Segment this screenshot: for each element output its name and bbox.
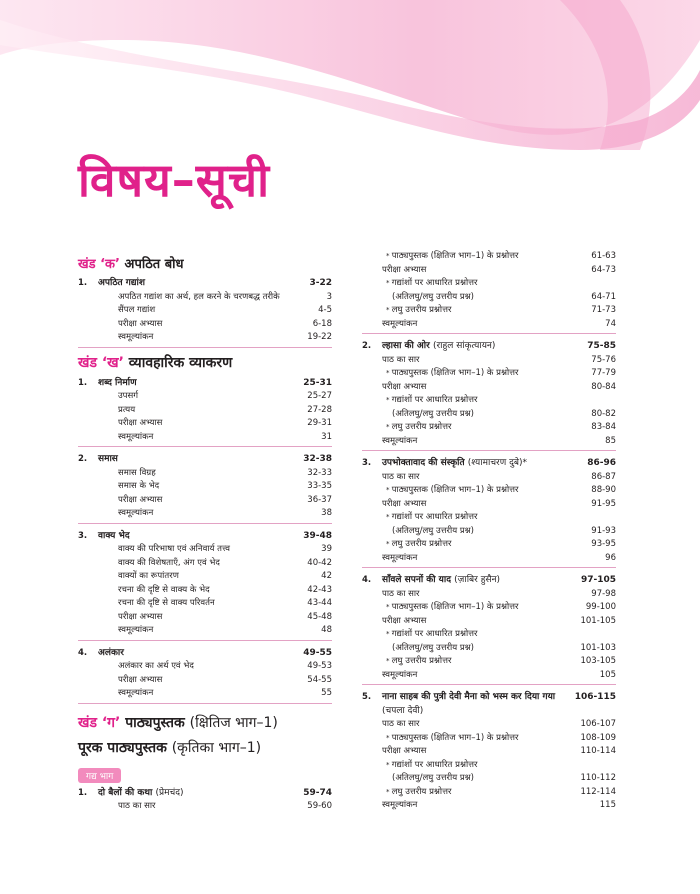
page-numbers: 86-87	[591, 471, 616, 482]
section-heading	[78, 354, 332, 373]
toc-entry	[362, 732, 616, 746]
toc-chapter	[78, 277, 332, 348]
toc-entry	[78, 404, 332, 418]
toc-chapter	[78, 530, 332, 641]
toc-entry	[362, 601, 616, 615]
chapter-title-row	[78, 787, 332, 801]
section-prefix: खंड ‘क’	[78, 257, 120, 272]
page-numbers: 106-107	[580, 719, 616, 729]
toc-entry	[78, 331, 332, 345]
page-numbers: 6-18	[312, 318, 332, 329]
toc-entry	[362, 498, 616, 512]
entry-label: पाठ का सार	[382, 354, 420, 365]
page-numbers: 97-98	[591, 588, 616, 599]
page-numbers: 27-28	[307, 404, 332, 415]
page-numbers: 45-48	[307, 611, 332, 622]
entry-label: * पाठ्यपुस्तक (क्षितिज भाग–1) के प्रश्नोत्तर	[382, 732, 580, 746]
entry-label: * पाठ्यपुस्तक (क्षितिज भाग–1) के प्रश्नोत्तर	[382, 484, 580, 498]
entry-label: उपसर्ग	[118, 391, 139, 401]
page-numbers: 71-73	[591, 305, 616, 315]
entry-label: * गद्यांशों पर आधारित प्रश्नोत्तर	[382, 277, 580, 291]
toc-entry	[362, 367, 616, 381]
page-numbers: 101-103	[580, 642, 616, 653]
chapter-title-row	[362, 457, 616, 471]
toc-entry	[78, 687, 332, 701]
entry-label: नाना साहब की पुत्री देवी मैना को भस्म कर दिया गया (चपला देवी)	[382, 692, 556, 716]
page-numbers: 4-5	[318, 305, 332, 315]
entry-label: अपठित गद्यांश का अर्थ, हल करने के चरणबद्ध तरीके	[118, 291, 280, 302]
page-numbers: 105	[599, 669, 616, 680]
toc-entry	[362, 642, 616, 656]
toc-left-column	[78, 250, 332, 822]
toc-entry	[78, 570, 332, 584]
chapter-number: 1.	[78, 787, 88, 798]
page-numbers: 101-105	[580, 615, 616, 626]
entry-label: परीक्षा अभ्यास	[118, 494, 163, 505]
entry-label: * पाठ्यपुस्तक (क्षितिज भाग–1) के प्रश्नोत्तर	[382, 601, 580, 615]
toc-entry	[362, 484, 616, 498]
entry-label: स्वमूल्यांकन	[118, 508, 154, 518]
entry-label: * लघु उत्तरीय प्रश्नोत्तर	[382, 786, 580, 800]
toc-entry	[362, 511, 616, 525]
page-numbers: 64-73	[591, 264, 616, 275]
page-numbers: 48	[321, 625, 332, 635]
toc-entry	[78, 304, 332, 318]
page-numbers: 80-82	[591, 408, 616, 419]
entry-label: (अतिलघु/लघु उत्तरीय प्रश्न)	[392, 408, 474, 419]
page-numbers: 39	[321, 544, 332, 554]
toc-entry	[362, 525, 616, 539]
entry-label: अलंकार का अर्थ एवं भेद	[118, 661, 194, 671]
toc-entry	[362, 435, 616, 449]
author-name: (प्रेमचंद)	[155, 787, 184, 798]
chapter-number: 2.	[362, 341, 372, 351]
toc-chapter	[78, 377, 332, 448]
toc-entry	[362, 669, 616, 683]
author-name: (चपला देवी)	[382, 705, 424, 716]
entry-label: स्वमूल्यांकन	[118, 625, 154, 635]
entry-label: समास विग्रह	[118, 467, 156, 478]
toc-entry	[362, 394, 616, 408]
page-numbers: 39-48	[303, 530, 332, 541]
toc-entry	[362, 318, 616, 332]
toc-entry	[362, 628, 616, 642]
toc-right-column	[362, 250, 616, 821]
entry-label: परीक्षा अभ्यास	[382, 498, 427, 509]
author-name: (श्यामाचरण दुबे)*	[467, 458, 528, 468]
page-numbers: 54-55	[307, 674, 332, 685]
page-title: विषय–सूची	[78, 153, 270, 207]
page-numbers: 42-43	[307, 584, 332, 595]
pink-wave-decoration	[0, 0, 700, 160]
toc-entry	[78, 507, 332, 521]
page-numbers: 59-60	[307, 801, 332, 811]
chapter-number: 2.	[78, 454, 88, 464]
page-numbers: 59-74	[303, 787, 332, 798]
chapter-number: 5.	[362, 692, 372, 702]
page-numbers: 110-114	[580, 746, 616, 756]
toc-entry	[362, 799, 616, 813]
entry-label: (अतिलघु/लघु उत्तरीय प्रश्न)	[392, 773, 474, 783]
toc-entry	[78, 431, 332, 445]
page-numbers: 49-53	[307, 661, 332, 671]
toc-entry	[78, 674, 332, 688]
page-numbers: 103-105	[580, 656, 616, 666]
entry-label: प्रत्यय	[118, 404, 136, 415]
page-numbers: 80-84	[591, 381, 616, 392]
entry-label: स्वमूल्यांकन	[382, 669, 418, 680]
toc-entry	[78, 291, 332, 305]
page-numbers: 64-71	[591, 291, 616, 302]
toc-entry	[78, 597, 332, 611]
page-numbers: 32-38	[303, 454, 332, 464]
chapter-number: 3.	[78, 530, 88, 541]
entry-label: परीक्षा अभ्यास	[382, 264, 427, 275]
author-name: (ज़ाबिर हुसैन)	[454, 575, 501, 585]
entry-label: परीक्षा अभ्यास	[118, 418, 163, 428]
entry-label: समास	[98, 454, 118, 464]
chapter-number: 4.	[78, 647, 88, 658]
toc-entry	[362, 615, 616, 629]
toc-chapter	[78, 453, 332, 524]
page-numbers: 96	[605, 552, 616, 563]
entry-label: स्वमूल्यांकन	[382, 318, 418, 329]
toc-chapter-continued	[362, 250, 616, 334]
page-numbers: 29-31	[307, 418, 332, 428]
author-name: (राहुल सांकृत्यायन)	[432, 341, 496, 351]
toc-entry	[362, 772, 616, 786]
page-numbers: 74	[605, 318, 616, 329]
entry-label: * लघु उत्तरीय प्रश्नोत्तर	[382, 655, 580, 669]
page-numbers: 38	[321, 508, 332, 518]
page-numbers: 115	[599, 800, 616, 810]
chapter-title-row	[78, 277, 332, 291]
section-subtitle: (कृतिका भाग–1)	[171, 739, 262, 756]
toc-entry	[362, 277, 616, 291]
toc-entry	[78, 494, 332, 508]
entry-label: * गद्यांशों पर आधारित प्रश्नोत्तर	[382, 394, 580, 408]
page-numbers: 86-96	[587, 458, 616, 468]
entry-label: स्वमूल्यांकन	[118, 332, 154, 342]
entry-label: स्वमूल्यांकन	[382, 552, 418, 563]
section-heading-g	[78, 714, 332, 733]
toc-entry	[362, 264, 616, 278]
entry-label: * गद्यांशों पर आधारित प्रश्नोत्तर	[382, 628, 580, 642]
page-numbers: 42	[321, 571, 332, 581]
section-prefix: खंड ‘ख’	[78, 354, 124, 371]
page-numbers: 77-79	[591, 368, 616, 378]
entry-label: पाठ का सार	[382, 588, 420, 599]
entry-label: पाठ का सार	[382, 471, 420, 482]
page-numbers: 32-33	[307, 467, 332, 478]
entry-label: * गद्यांशों पर आधारित प्रश्नोत्तर	[382, 511, 580, 525]
entry-label: सैंपल गद्यांश	[118, 305, 156, 315]
toc-entry	[362, 250, 616, 264]
page-numbers: 55	[321, 688, 332, 698]
toc-entry	[78, 584, 332, 598]
entry-label: ल्हासा की ओर (राहुल सांकृत्यायन)	[382, 341, 496, 351]
page-numbers: 19-22	[307, 332, 332, 342]
chapter-title-row	[362, 340, 616, 354]
prose-section-tag: गद्य भाग	[78, 768, 121, 783]
page-numbers: 88-90	[591, 485, 616, 495]
toc-entry	[78, 611, 332, 625]
toc-entry	[362, 759, 616, 773]
chapter-title-row	[362, 691, 616, 718]
toc-entry	[362, 381, 616, 395]
toc-entry	[78, 467, 332, 481]
entry-label: परीक्षा अभ्यास	[382, 381, 427, 392]
chapter-number: 1.	[78, 377, 88, 388]
toc-entry	[362, 745, 616, 759]
page-numbers: 85	[605, 435, 616, 446]
chapter-number: 4.	[362, 575, 372, 585]
entry-label: पाठ का सार	[382, 719, 420, 729]
chapter-number: 1.	[78, 278, 88, 288]
toc-entry	[362, 538, 616, 552]
page-numbers: 108-109	[580, 732, 616, 743]
page-numbers: 3-22	[309, 278, 332, 288]
toc-chapter	[362, 574, 616, 685]
toc-entry	[362, 588, 616, 602]
section-name: पाठ्यपुस्तक	[125, 714, 185, 731]
entry-label: अलंकार	[98, 647, 124, 658]
page-numbers: 25-31	[303, 377, 332, 388]
page-numbers: 31	[321, 431, 332, 442]
toc-entry	[78, 480, 332, 494]
toc-entry	[362, 471, 616, 485]
entry-label: वाक्यों का रूपांतरण	[118, 571, 179, 581]
entry-label: रचना की दृष्टि से वाक्य परिवर्तन	[118, 598, 215, 608]
entry-label: परीक्षा अभ्यास	[382, 615, 427, 626]
entry-label: वाक्य भेद	[98, 530, 130, 541]
entry-label: रचना की दृष्टि से वाक्य के भेद	[118, 584, 210, 595]
toc-chapter	[362, 457, 616, 568]
toc-chapter	[78, 647, 332, 704]
page-numbers: 36-37	[307, 494, 332, 505]
entry-label: स्वमूल्यांकन	[382, 435, 418, 446]
page-numbers: 93-95	[591, 539, 616, 549]
toc-entry	[362, 552, 616, 566]
entry-label: पाठ का सार	[118, 801, 156, 811]
entry-label: * पाठ्यपुस्तक (क्षितिज भाग–1) के प्रश्नोत्तर	[382, 367, 580, 381]
toc-entry	[362, 408, 616, 422]
section-subtitle: (क्षितिज भाग–1)	[189, 714, 278, 731]
chapter-title-row	[78, 453, 332, 467]
entry-label: (अतिलघु/लघु उत्तरीय प्रश्न)	[392, 525, 474, 536]
entry-label: * गद्यांशों पर आधारित प्रश्नोत्तर	[382, 759, 580, 773]
page-numbers: 106-115	[574, 692, 616, 702]
section-heading-supplementary	[78, 739, 332, 758]
entry-label: स्वमूल्यांकन	[118, 431, 154, 442]
entry-label: * पाठ्यपुस्तक (क्षितिज भाग–1) के प्रश्नोत्तर	[382, 250, 580, 264]
entry-label: परीक्षा अभ्यास	[382, 746, 427, 756]
entry-label: (अतिलघु/लघु उत्तरीय प्रश्न)	[392, 642, 474, 653]
entry-label: साँवले सपनों की याद (ज़ाबिर हुसैन)	[382, 575, 501, 585]
entry-label: वाक्य की विशेषताएँ, अंग एवं भेद	[118, 557, 220, 568]
page-numbers: 49-55	[303, 647, 332, 658]
page-numbers: 91-95	[591, 498, 616, 509]
toc-entry	[78, 660, 332, 674]
entry-label: वाक्य की परिभाषा एवं अनिवार्य तत्त्व	[118, 544, 230, 554]
chapter-title-row	[362, 574, 616, 588]
section-name: व्यावहारिक व्याकरण	[128, 354, 233, 371]
entry-label: अपठित गद्यांश	[98, 278, 145, 288]
entry-label: परीक्षा अभ्यास	[118, 611, 163, 622]
page-numbers: 3	[326, 291, 332, 302]
entry-label: स्वमूल्यांकन	[382, 800, 418, 810]
toc-entry	[78, 557, 332, 571]
entry-label: * लघु उत्तरीय प्रश्नोत्तर	[382, 304, 580, 318]
page-numbers: 97-105	[580, 575, 616, 585]
toc-chapter	[78, 787, 332, 816]
page-numbers: 33-35	[307, 481, 332, 491]
chapter-title-row	[78, 530, 332, 544]
entry-label: परीक्षा अभ्यास	[118, 318, 163, 329]
toc-entry	[78, 390, 332, 404]
entry-label: उपभोक्तावाद की संस्कृति (श्यामाचरण दुबे)*	[382, 458, 528, 468]
toc-entry	[362, 786, 616, 800]
toc-entry	[78, 624, 332, 638]
entry-label: * लघु उत्तरीय प्रश्नोत्तर	[382, 538, 580, 552]
page-numbers: 83-84	[591, 422, 616, 432]
chapter-number: 3.	[362, 458, 372, 468]
entry-label: स्वमूल्यांकन	[118, 688, 154, 698]
page-numbers: 75-85	[587, 341, 616, 351]
section-heading	[78, 256, 332, 273]
page-numbers: 40-42	[307, 557, 332, 568]
section-name: पूरक पाठ्यपुस्तक	[78, 739, 167, 756]
toc-entry	[362, 304, 616, 318]
page-numbers: 43-44	[307, 598, 332, 608]
chapter-title-row	[78, 647, 332, 661]
section-name: अपठित बोध	[124, 257, 184, 272]
entry-label: दो बैलों की कथा (प्रेमचंद)	[98, 787, 184, 798]
page-numbers: 99-100	[585, 602, 616, 612]
toc-entry	[362, 421, 616, 435]
toc-chapter	[362, 340, 616, 451]
page-numbers: 61-63	[591, 251, 616, 261]
toc-entry	[78, 800, 332, 814]
toc-entry	[362, 291, 616, 305]
entry-label: परीक्षा अभ्यास	[118, 674, 163, 685]
page-numbers: 91-93	[591, 525, 616, 536]
entry-label: समास के भेद	[118, 481, 160, 491]
page-numbers: 75-76	[591, 354, 616, 365]
chapter-title-row	[78, 377, 332, 391]
toc-entry	[78, 417, 332, 431]
toc-chapter	[362, 691, 616, 815]
page-numbers: 25-27	[307, 391, 332, 401]
page-numbers: 110-112	[580, 773, 616, 783]
toc-entry	[78, 318, 332, 332]
entry-label: शब्द निर्माण	[98, 377, 137, 388]
page-numbers: 112-114	[580, 786, 616, 797]
entry-label: (अतिलघु/लघु उत्तरीय प्रश्न)	[392, 291, 474, 302]
toc-entry	[362, 655, 616, 669]
toc-entry	[78, 543, 332, 557]
entry-label: * लघु उत्तरीय प्रश्नोत्तर	[382, 421, 580, 435]
toc-entry	[362, 354, 616, 368]
section-prefix: खंड ‘ग’	[78, 714, 121, 731]
toc-entry	[362, 718, 616, 732]
